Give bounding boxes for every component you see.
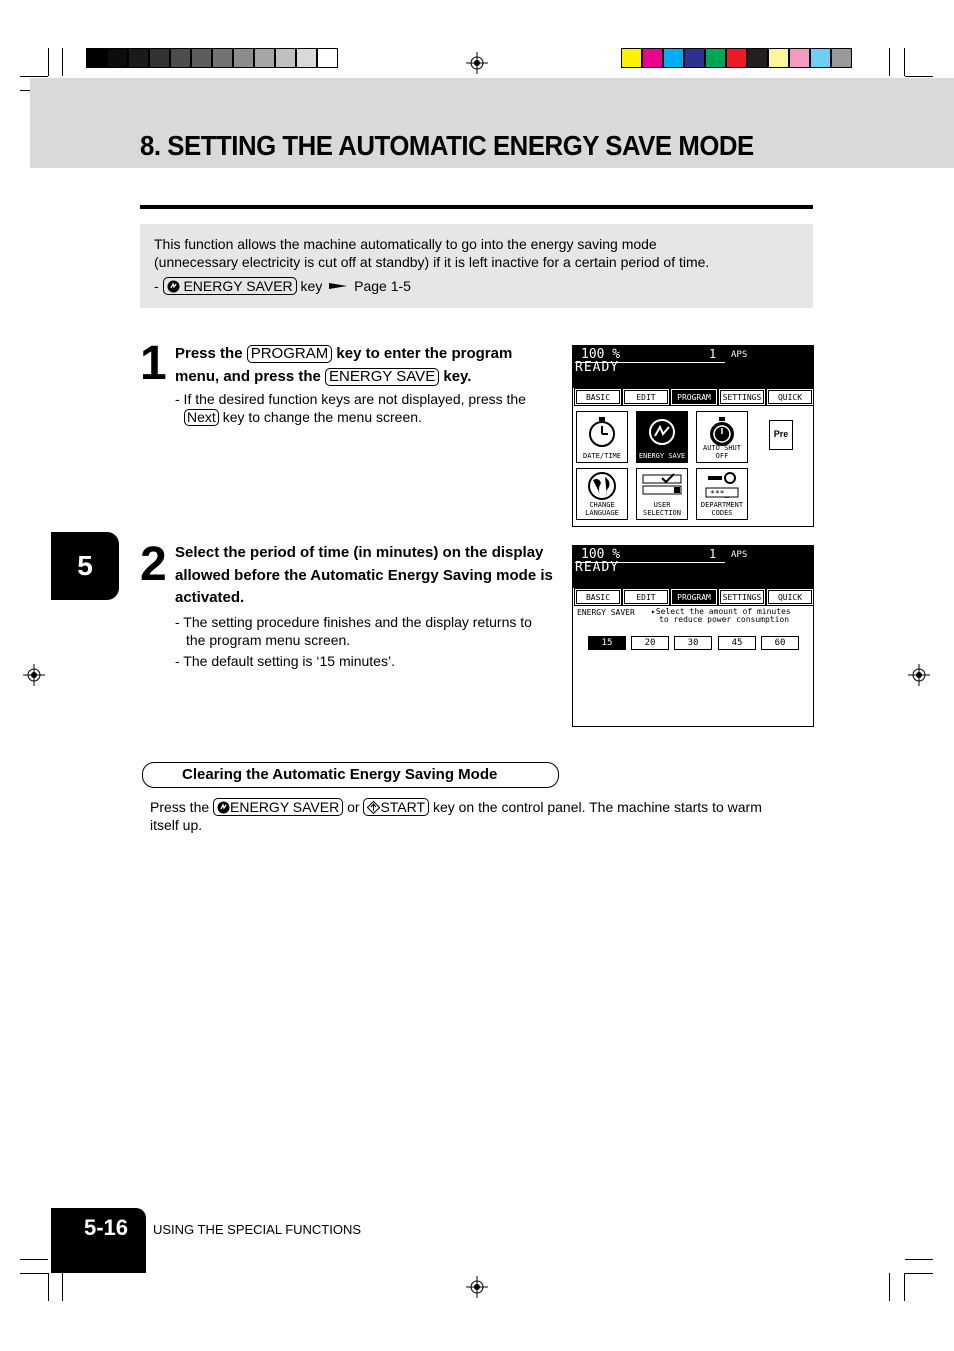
tab-settings[interactable]: SETTINGS [720, 590, 764, 604]
color-swatch [275, 48, 296, 68]
color-swatch [621, 48, 642, 68]
registration-mark-icon [466, 52, 488, 74]
lcd-aps: APS [731, 550, 748, 560]
crop-mark [20, 1273, 48, 1274]
energy-save-button[interactable] [636, 411, 688, 463]
ref-key-text: ENERGY SAVER [183, 278, 293, 294]
button-label: USER SELECTION [643, 501, 681, 517]
tab-quick[interactable]: QUICK [768, 590, 812, 604]
color-swatch [212, 48, 233, 68]
clearing-text-part: key on the control panel. The machine starts to warm [432, 799, 762, 815]
energy-save-key-label: ENERGY SAVE [325, 368, 439, 386]
color-swatch [705, 48, 726, 68]
lcd-program-menu-screen [572, 345, 814, 527]
crop-mark [62, 48, 63, 76]
step2-instruction [175, 542, 565, 610]
registration-mark-icon [466, 1276, 488, 1298]
color-swatch [642, 48, 663, 68]
minutes-20-button[interactable]: 20 [631, 636, 669, 650]
intro-reference [154, 277, 411, 295]
process-color-bar [621, 48, 852, 68]
clearing-heading-text: Clearing the Automatic Energy Saving Mode [182, 766, 498, 783]
color-swatch [726, 48, 747, 68]
step-text: key. [443, 368, 472, 385]
registration-mark-icon [23, 664, 45, 686]
tab-basic[interactable]: BASIC [576, 390, 620, 404]
footer-section-title: USING THE SPECIAL FUNCTIONS [153, 1222, 362, 1237]
svg-text:***_: ***_ [710, 489, 730, 498]
color-swatch [768, 48, 789, 68]
crop-mark [905, 76, 933, 77]
note-line: key to change the menu screen. [222, 409, 422, 425]
energy-saver-label: ENERGY SAVER [577, 608, 635, 617]
message-line: to reduce power consumption [659, 615, 790, 624]
note-line: - The default setting is ‘15 minutes’. [175, 653, 395, 669]
grayscale-color-bar [86, 48, 338, 68]
color-swatch [296, 48, 317, 68]
start-icon [367, 801, 380, 814]
tab-basic[interactable]: BASIC [576, 590, 620, 604]
intro-line: (unnecessary electricity is cut off at standby) if it is left inactive for a certain period of time. [154, 254, 710, 270]
step-text: menu, and press the [175, 368, 321, 385]
page-number: 5-16 [84, 1215, 129, 1240]
energy-saver-icon [167, 280, 180, 293]
crop-mark [904, 48, 905, 76]
color-swatch [747, 48, 768, 68]
clearing-text [150, 798, 810, 834]
change-language-button[interactable] [576, 468, 628, 520]
stopwatch-icon [587, 416, 617, 448]
button-label: ENERGY SAVE [638, 452, 686, 460]
button-label: AUTO SHUT OFF [703, 444, 741, 460]
clearing-text-part: or [347, 799, 360, 815]
lcd-status-bar [573, 546, 813, 588]
globe-icon [587, 471, 617, 501]
clearing-text-part: itself up. [150, 817, 203, 833]
lcd-count: 1 [709, 547, 717, 561]
title-rule [140, 205, 813, 209]
crop-mark [905, 1273, 933, 1274]
step2-notes [175, 613, 565, 670]
intro-box [140, 224, 813, 308]
crop-mark [889, 48, 890, 76]
clearing-text-part: Press the [150, 799, 210, 815]
note-line: - The setting procedure finishes and the display returns to [175, 614, 532, 630]
step-text: Select the period of time (in minutes) on the display [175, 544, 544, 561]
crop-mark [48, 1273, 49, 1301]
color-swatch [107, 48, 128, 68]
next-key-label: Next [184, 409, 219, 426]
key-text: ENERGY SAVER [230, 799, 340, 815]
energy-saver-key-label [163, 277, 297, 295]
key-icon [702, 472, 742, 502]
clearing-heading [142, 762, 559, 788]
energy-saver-message [651, 608, 791, 624]
lcd-ready: READY [575, 360, 620, 375]
color-swatch [317, 48, 338, 68]
chapter-tab: 5 [51, 532, 119, 600]
color-swatch [831, 48, 852, 68]
lcd-status-bar [573, 346, 813, 388]
date-time-button[interactable] [576, 411, 628, 463]
intro-line: This function allows the machine automatically to go into the energy saving mode [154, 236, 657, 252]
step1-note [175, 390, 565, 426]
department-codes-button[interactable] [696, 468, 748, 520]
start-key-label [363, 798, 429, 816]
color-swatch [254, 48, 275, 68]
step-text: allowed before the Automatic Energy Saving mode is [175, 566, 553, 584]
minutes-60-button[interactable]: 60 [761, 636, 799, 650]
crop-mark [48, 48, 49, 76]
step-text: Press the [175, 345, 243, 362]
color-swatch [191, 48, 212, 68]
color-swatch [233, 48, 254, 68]
step1-instruction [175, 342, 565, 388]
color-swatch [149, 48, 170, 68]
crop-mark [905, 1259, 933, 1260]
note-line: - If the desired function keys are not displayed, press the [175, 391, 526, 407]
minutes-15-button[interactable]: 15 [588, 636, 626, 650]
ref-page: Page 1-5 [354, 278, 411, 294]
lcd-percent: 100 % [581, 547, 621, 562]
color-swatch [170, 48, 191, 68]
button-label [577, 501, 627, 517]
label-line: CHANGE [589, 501, 615, 509]
lcd-aps: APS [731, 350, 748, 360]
user-selection-icon [640, 472, 684, 502]
button-label: DEPARTMENT CODES [700, 501, 744, 517]
lcd-tab-row [575, 590, 813, 604]
lcd-energy-saver-screen [572, 545, 814, 727]
arrow-right-icon [329, 281, 347, 291]
crop-mark [20, 76, 48, 77]
auto-shut-off-button[interactable] [696, 411, 748, 463]
key-text: START [380, 799, 426, 815]
minutes-45-button[interactable]: 45 [718, 636, 756, 650]
step-text: activated. [175, 589, 245, 606]
page-number-tab [51, 1208, 146, 1273]
crop-mark [20, 1259, 48, 1260]
tab-settings[interactable]: SETTINGS [720, 390, 764, 404]
energy-saver-icon [217, 801, 230, 814]
color-swatch [789, 48, 810, 68]
crop-mark [889, 1273, 890, 1301]
page-title: 8. SETTING THE AUTOMATIC ENERGY SAVE MODE [140, 130, 754, 161]
ref-prefix: - [154, 278, 159, 294]
ref-key-word: key [300, 278, 323, 294]
program-key-label: PROGRAM [247, 345, 333, 363]
energy-save-icon [647, 417, 677, 447]
tab-edit[interactable]: EDIT [624, 390, 668, 404]
lcd-tab-row [575, 390, 813, 404]
label-line: LANGUAGE [585, 509, 619, 517]
step-text: key to enter the program [336, 345, 513, 362]
preset-button[interactable]: Pre [769, 420, 793, 450]
triangle-right-icon: ▸ [651, 607, 656, 616]
user-selection-button[interactable] [636, 468, 688, 520]
color-swatch [663, 48, 684, 68]
color-swatch [684, 48, 705, 68]
step-number: 1 [140, 337, 167, 390]
button-label: DATE/TIME [583, 452, 621, 460]
minutes-30-button[interactable]: 30 [674, 636, 712, 650]
tab-program[interactable]: PROGRAM [672, 590, 716, 604]
lcd-count: 1 [709, 347, 717, 361]
message-line: Select the amount of minutes [655, 607, 791, 616]
color-swatch [810, 48, 831, 68]
step-number: 2 [140, 538, 167, 591]
color-swatch [128, 48, 149, 68]
color-swatch [86, 48, 107, 68]
lcd-percent: 100 % [581, 347, 621, 362]
tab-quick[interactable]: QUICK [768, 390, 812, 404]
lcd-ready: READY [575, 560, 620, 575]
energy-saver-key-label [213, 798, 343, 816]
tab-program[interactable]: PROGRAM [672, 390, 716, 404]
registration-mark-icon [908, 664, 930, 686]
note-line: the program menu screen. [186, 632, 351, 648]
crop-mark [904, 1273, 905, 1301]
crop-mark [62, 1273, 63, 1301]
tab-edit[interactable]: EDIT [624, 590, 668, 604]
